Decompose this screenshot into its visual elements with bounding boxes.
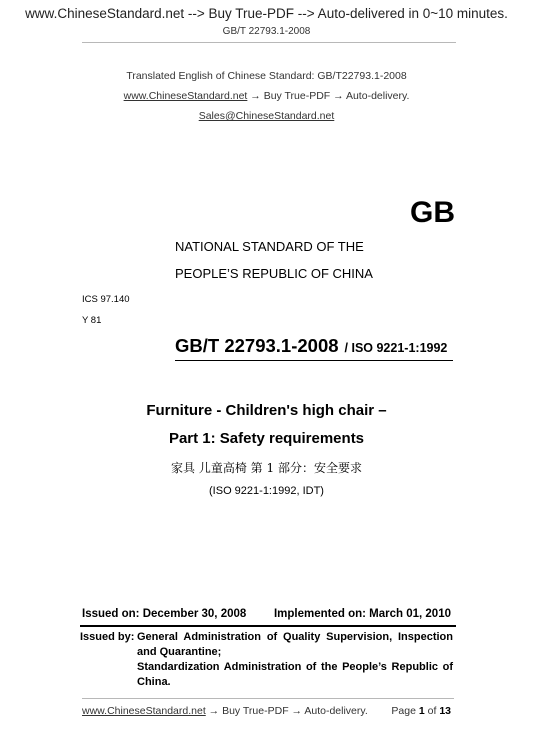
email-line	[0, 110, 533, 122]
standard-number-underline	[175, 360, 453, 361]
header-standard-code: GB/T 22793.1-2008	[222, 26, 311, 37]
iso-number: / ISO 9221-1:1992	[344, 341, 448, 355]
site-link[interactable]: www.ChineseStandard.net	[123, 90, 248, 102]
footer-site-link[interactable]: www.ChineseStandard.net	[82, 705, 206, 717]
title-line2: Part 1: Safety requirements	[168, 430, 365, 447]
gb-mark: GB	[410, 196, 455, 229]
issuer-sac: Standardization Administration of the People’s Republic of China.	[137, 661, 453, 688]
page-label: Page	[391, 705, 416, 717]
issuer-aqsiq: General Administration of Quality Supervision, Inspection and Quarantine;	[137, 631, 453, 658]
delivery-text: → Buy True-PDF → Auto-delivery.	[247, 90, 410, 102]
title-line1: Furniture - Children's high chair –	[146, 402, 387, 419]
translation-notice: Translated English of Chinese Standard: GB/T22793.1-2008	[126, 70, 407, 82]
email-link[interactable]: Sales@ChineseStandard.net	[198, 110, 335, 122]
issue-divider	[80, 625, 456, 627]
ccs-code: Y 81	[82, 315, 102, 326]
footer-links	[82, 705, 368, 717]
page-of-label: of	[427, 705, 437, 717]
iso-equivalence: (ISO 9221-1:1992, IDT)	[209, 485, 324, 497]
header-divider	[82, 42, 456, 43]
translation-links	[0, 90, 533, 102]
national-standard-line2: PEOPLE’S REPUBLIC OF CHINA	[175, 266, 373, 281]
issued-on: Issued on: December 30, 2008	[82, 608, 247, 620]
issued-by-block	[80, 630, 453, 690]
implemented-on: Implemented on: March 01, 2010	[273, 608, 451, 620]
national-standard-line1: NATIONAL STANDARD OF THE	[175, 239, 364, 254]
footer-delivery-text: → Buy True-PDF → Auto-delivery.	[205, 705, 368, 717]
ics-code: ICS 97.140	[82, 294, 130, 305]
standard-number	[175, 335, 447, 357]
page-indicator	[391, 705, 451, 717]
footer-divider	[82, 698, 454, 699]
gbt-number: GB/T 22793.1-2008	[175, 335, 339, 356]
page-total: 13	[439, 705, 451, 717]
page-number: 1	[418, 705, 425, 717]
issued-by-label: Issued by:	[80, 631, 135, 643]
top-banner: www.ChineseStandard.net --> Buy True-PDF --> Auto-delivered in 0~10 minutes.	[25, 6, 508, 21]
title-chinese: 家具 儿童高椅 第 1 部分：安全要求	[171, 461, 362, 475]
